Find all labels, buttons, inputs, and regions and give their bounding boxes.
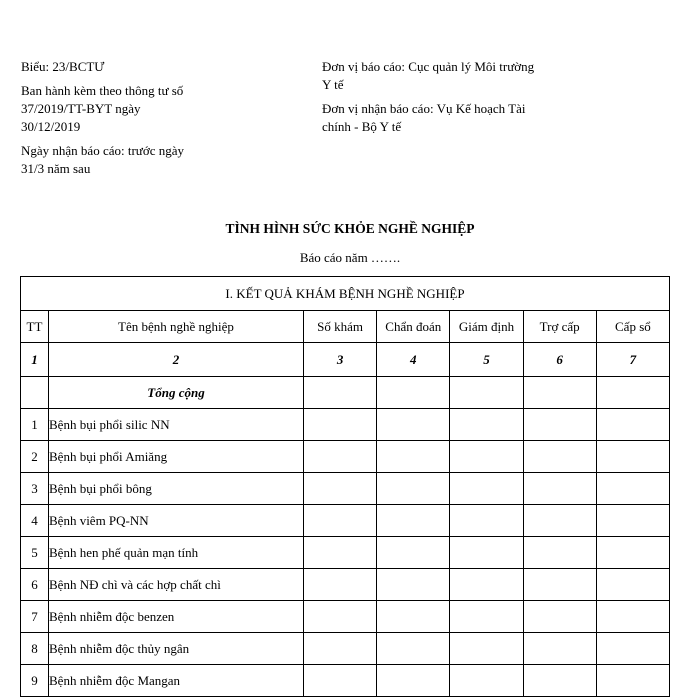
table-cell: [304, 569, 377, 601]
header-left: [21, 58, 196, 184]
form-code: Biểu: 23/BCTƯ: [21, 59, 105, 74]
disease-name: Bệnh hen phế quản mạn tính: [49, 537, 304, 569]
header-tt: TT: [21, 311, 49, 343]
table-row: [21, 441, 670, 473]
table-cell: [450, 601, 523, 633]
column-number: 5: [450, 343, 523, 377]
table-cell: [596, 665, 669, 697]
issued-with-text: Ban hành kèm theo thông tư số 37/2019/TT-BYT ngày 30/12/2019: [21, 83, 184, 134]
table-cell: [304, 505, 377, 537]
table-row: [21, 473, 670, 505]
table-cell: [450, 569, 523, 601]
column-number: 6: [523, 343, 596, 377]
table-cell: [596, 473, 669, 505]
reporting-unit-text: Đơn vị báo cáo: Cục quản lý Môi trường Y tế: [322, 59, 535, 92]
table-cell: [304, 473, 377, 505]
table-cell: [596, 537, 669, 569]
table-cell: [377, 633, 450, 665]
table-cell: [304, 409, 377, 441]
table-cell: [596, 505, 669, 537]
table-cell: [523, 569, 596, 601]
table-cell: [450, 665, 523, 697]
column-number: 4: [377, 343, 450, 377]
table-row: [21, 409, 670, 441]
disease-name: Bệnh viêm PQ-NN: [49, 505, 304, 537]
disease-name: Bệnh nhiễm độc Mangan: [49, 665, 304, 697]
row-number: 8: [21, 633, 49, 665]
row-number: 7: [21, 601, 49, 633]
disease-name: Bệnh nhiễm độc thủy ngân: [49, 633, 304, 665]
table-cell: [304, 601, 377, 633]
table-cell: [377, 473, 450, 505]
column-number: 3: [304, 343, 377, 377]
section-title: I. KẾT QUẢ KHÁM BỆNH NGHỀ NGHIỆP: [21, 277, 670, 311]
table-cell: [304, 537, 377, 569]
disease-name: Bệnh bụi phổi Amiăng: [49, 441, 304, 473]
table-cell: [596, 601, 669, 633]
table-cell: [596, 633, 669, 665]
header-book-issued: Cấp sổ: [596, 311, 669, 343]
column-number: 7: [596, 343, 669, 377]
total-label: Tổng cộng: [49, 377, 304, 409]
table-row: [21, 665, 670, 697]
disease-name: Bệnh bụi phổi bông: [49, 473, 304, 505]
occupational-disease-table: [20, 276, 670, 697]
disease-name: Bệnh nhiễm độc benzen: [49, 601, 304, 633]
receive-date-text: Ngày nhận báo cáo: trước ngày 31/3 năm sau: [21, 143, 185, 176]
table-cell: [377, 537, 450, 569]
row-number: 3: [21, 473, 49, 505]
table-cell: [523, 409, 596, 441]
document-title: TÌNH HÌNH SỨC KHỎE NGHỀ NGHIỆP: [225, 221, 475, 236]
table-cell: [596, 409, 669, 441]
table-cell: [523, 473, 596, 505]
row-number: 2: [21, 441, 49, 473]
table-cell: [523, 505, 596, 537]
table-cell: [377, 377, 450, 409]
table-cell: [523, 601, 596, 633]
header-disease-name: Tên bệnh nghề nghiệp: [49, 311, 304, 343]
header-row: [21, 311, 670, 343]
table-cell: [523, 633, 596, 665]
row-number: 5: [21, 537, 49, 569]
table-cell: [304, 441, 377, 473]
section-title-row: [21, 277, 670, 311]
table-cell: [377, 409, 450, 441]
table-cell: [523, 665, 596, 697]
table-cell: [304, 377, 377, 409]
table-cell: [450, 633, 523, 665]
row-number: 9: [21, 665, 49, 697]
table-row: [21, 505, 670, 537]
header-examined: Số khám: [304, 311, 377, 343]
column-number: 2: [49, 343, 304, 377]
table-cell: [377, 665, 450, 697]
table-cell: [596, 569, 669, 601]
table-row: [21, 537, 670, 569]
header-diagnosed: Chẩn đoán: [377, 311, 450, 343]
table-cell: [377, 441, 450, 473]
table-row: [21, 601, 670, 633]
total-row: [21, 377, 670, 409]
table-row: [21, 633, 670, 665]
table-cell: [450, 473, 523, 505]
disease-name: Bệnh bụi phổi silic NN: [49, 409, 304, 441]
header-assessed: Giám định: [450, 311, 523, 343]
table-row: [21, 569, 670, 601]
table-cell: [304, 633, 377, 665]
table-cell: [596, 377, 669, 409]
column-number: 1: [21, 343, 49, 377]
header-right: [322, 58, 537, 142]
document-subtitle: Báo cáo năm …….: [299, 250, 401, 265]
receiving-unit-text: Đơn vị nhận báo cáo: Vụ Kế hoạch Tài chính - Bộ Y tế: [322, 101, 526, 134]
table-cell: [450, 505, 523, 537]
table-cell: [523, 377, 596, 409]
table-cell: [523, 537, 596, 569]
table-cell: [450, 377, 523, 409]
table-cell: [523, 441, 596, 473]
row-number: 4: [21, 505, 49, 537]
table-cell: [450, 537, 523, 569]
total-tt-cell: [21, 377, 49, 409]
row-number: 1: [21, 409, 49, 441]
table-cell: [596, 441, 669, 473]
table-cell: [377, 505, 450, 537]
table-cell: [450, 441, 523, 473]
table-cell: [377, 569, 450, 601]
column-number-row: [21, 343, 670, 377]
table-cell: [377, 601, 450, 633]
table-cell: [304, 665, 377, 697]
disease-name: Bệnh NĐ chì và các hợp chất chì: [49, 569, 304, 601]
row-number: 6: [21, 569, 49, 601]
table-cell: [450, 409, 523, 441]
header-allowance: Trợ cấp: [523, 311, 596, 343]
